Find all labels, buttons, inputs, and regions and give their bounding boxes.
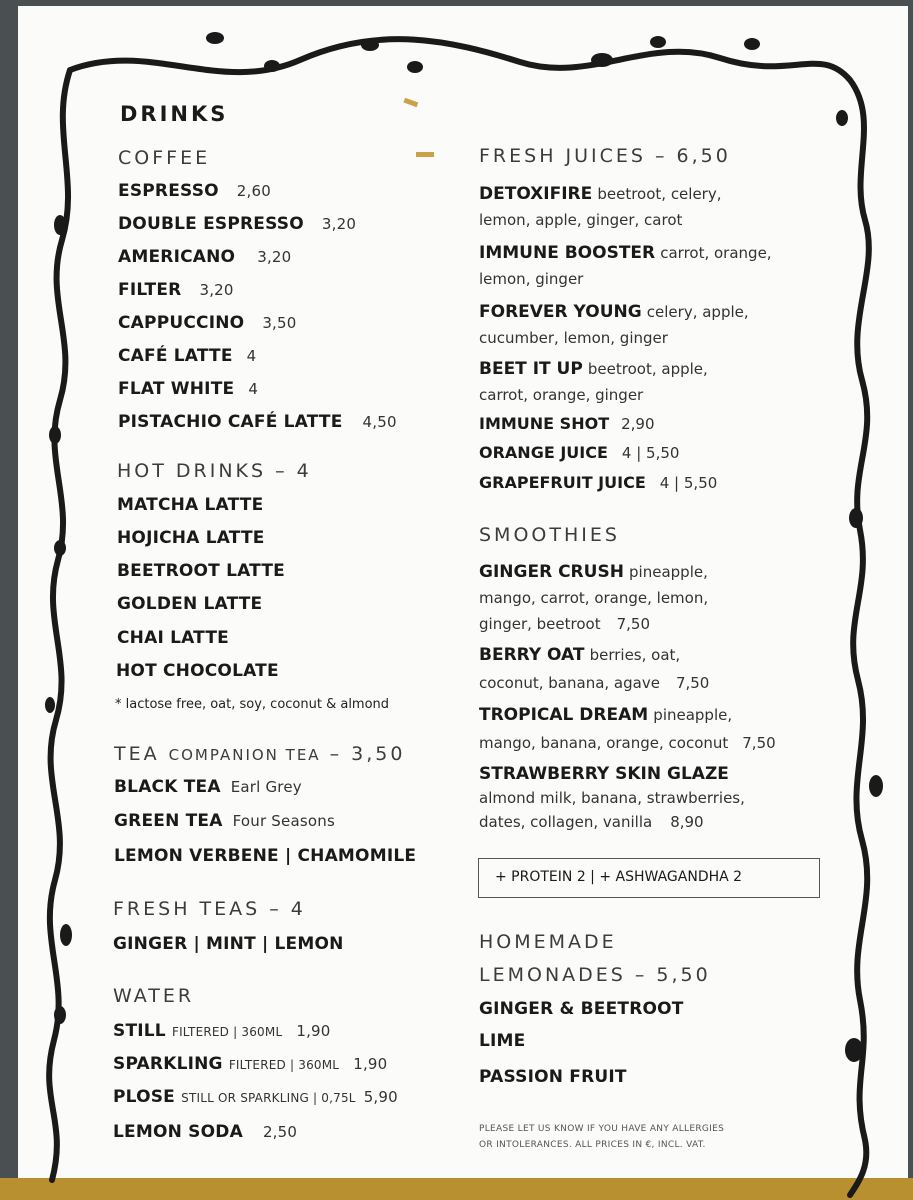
coffee-item: CAPPUCCINO 3,50	[118, 313, 297, 333]
smoothie-item: GINGER CRUSH pineapple, mango, carrot, orange, lemon, ginger, beetroot 7,50	[479, 562, 709, 633]
tea-item: GREEN TEA Four Seasons	[114, 811, 335, 831]
smoothie-item: STRAWBERRY SKIN GLAZE almond milk, banana, strawberries, dates, collagen, vanilla 8,90	[479, 764, 745, 831]
tea-heading: TEA COMPANION TEA – 3,50	[114, 743, 406, 765]
water-item: LEMON SODA 2,50	[113, 1122, 298, 1142]
water-heading: WATER	[113, 985, 195, 1007]
water-item: PLOSE STILL OR SPARKLING | 0,75L 5,90	[113, 1087, 398, 1107]
hot-drinks-heading: HOT DRINKS – 4	[117, 460, 312, 482]
smoothies-heading: SMOOTHIES	[479, 524, 620, 546]
tea-item: LEMON VERBENE | CHAMOMILE	[114, 846, 417, 866]
milk-options-note: * lactose free, oat, soy, coconut & almond	[115, 697, 390, 712]
lemonades-heading-line1: HOMEMADE	[479, 931, 617, 953]
water-item: SPARKLING FILTERED | 360ML 1,90	[113, 1054, 388, 1074]
coffee-item: CAFÉ LATTE 4	[118, 346, 257, 366]
hot-drink-item: HOJICHA LATTE	[117, 528, 265, 548]
juice-item: BEET IT UP beetroot, apple, carrot, orange, ginger	[479, 359, 708, 404]
juice-item: IMMUNE BOOSTER carrot, orange, lemon, ginger	[479, 243, 772, 288]
hot-drink-item: CHAI LATTE	[117, 628, 229, 648]
menu-title: DRINKS	[120, 102, 229, 126]
coffee-heading: COFFEE	[118, 147, 211, 169]
juice-extra-item: IMMUNE SHOT 2,90	[479, 414, 655, 433]
lemonade-item: GINGER & BEETROOT	[479, 999, 684, 1019]
hot-drink-item: GOLDEN LATTE	[117, 594, 263, 614]
hot-drink-item: HOT CHOCOLATE	[116, 661, 279, 681]
fresh-teas-items: GINGER | MINT | LEMON	[113, 934, 344, 954]
hot-drink-item: MATCHA LATTE	[117, 495, 264, 515]
price-note: OR INTOLERANCES. ALL PRICES IN €, INCL. VAT.	[479, 1140, 706, 1150]
coffee-item: AMERICANO 3,20	[118, 247, 292, 267]
fresh-teas-heading: FRESH TEAS – 4	[113, 898, 306, 920]
coffee-item: FILTER 3,20	[118, 280, 234, 300]
juice-item: FOREVER YOUNG celery, apple, cucumber, lemon, ginger	[479, 302, 749, 347]
juice-extra-item: ORANGE JUICE 4 | 5,50	[479, 443, 680, 462]
lemonades-heading-line2: LEMONADES – 5,50	[479, 964, 711, 986]
lemonade-item: LIME	[479, 1031, 526, 1051]
smoothie-item: BERRY OAT berries, oat, coconut, banana, agave 7,50	[479, 645, 710, 692]
juice-item: DETOXIFIRE beetroot, celery, lemon, apple, ginger, carot	[479, 184, 722, 229]
coffee-item: ESPRESSO 2,60	[118, 181, 271, 201]
water-item: STILL FILTERED | 360ML 1,90	[113, 1021, 331, 1041]
coffee-item: FLAT WHITE 4	[118, 379, 259, 399]
allergy-note: PLEASE LET US KNOW IF YOU HAVE ANY ALLERGIES	[479, 1124, 725, 1134]
coffee-item: DOUBLE ESPRESSO 3,20	[118, 214, 357, 234]
smoothie-item: TROPICAL DREAM pineapple, mango, banana, orange, coconut 7,50	[479, 705, 776, 752]
smoothie-addons-box: + PROTEIN 2 | + ASHWAGANDHA 2	[478, 858, 820, 898]
lemonade-item: PASSION FRUIT	[479, 1067, 627, 1087]
hot-drink-item: BEETROOT LATTE	[117, 561, 285, 581]
juice-extra-item: GRAPEFRUIT JUICE 4 | 5,50	[479, 473, 718, 492]
fresh-juices-heading: FRESH JUICES – 6,50	[479, 145, 731, 167]
tea-item: BLACK TEA Earl Grey	[114, 777, 302, 797]
coffee-item: PISTACHIO CAFÉ LATTE 4,50	[118, 412, 397, 432]
